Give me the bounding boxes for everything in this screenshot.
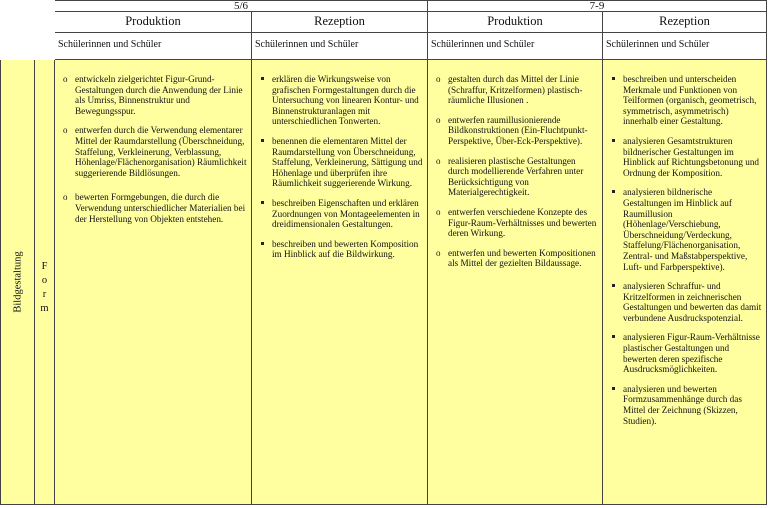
list-item: o entwerfen und bewerten Kompositionen als Mittel der gezielten Bildaussage. — [434, 248, 598, 269]
list-item: analysieren und bewerten Formzusammenhänge durch das Mittel der Zeichnung (Skizzen, Studien). — [609, 384, 762, 426]
list-item: beschreiben Eigenschaften und erklären Zuordnungen von Montageelementen in dreidimensionalen Gestaltungen. — [258, 198, 423, 230]
list-item: o bewerten Formgebungen, die durch die Verwendung unterschiedlicher Materialien bei der Herstellung von Objekten entstehen. — [61, 192, 247, 224]
competence-list — [428, 60, 602, 269]
competence-list — [252, 60, 427, 260]
corner-cell — [1, 1, 35, 12]
list-item: erklären die Wirkungsweise von grafischen Formgestaltungen durch die Untersuchung von linearen Kontur- und Binnenstrukturanlagen mit unterschiedlichen Tonwerten. — [258, 74, 423, 127]
competence-list — [603, 60, 766, 426]
column-header-produktion-5-6: Produktion — [55, 12, 252, 33]
row-sublabel-form — [35, 60, 55, 505]
column-header-produktion-7-9: Produktion — [428, 12, 603, 33]
list-item: o realisieren plastische Gestaltungen durch modellierende Verfahren unter Berücksichtigung von Materialgerechtigkeit. — [434, 156, 598, 198]
subheader-cell: Schülerinnen und Schüler — [603, 33, 767, 60]
corner-cell — [35, 12, 55, 33]
subheader-cell: Schülerinnen und Schüler — [55, 33, 252, 60]
corner-cell — [35, 1, 55, 12]
list-item: o entwerfen verschiedene Konzepte des Figur-Raum-Verhältnisses und bewerten deren Wirkung. — [434, 207, 598, 239]
list-item: o entwickeln zielgerichtet Figur-Grund-Gestaltungen durch die Anwendung der Linie als Umriss, Binnenstruktur und Bewegungsspur. — [61, 74, 247, 116]
competence-list — [55, 60, 251, 224]
cell-rezeption-5-6 — [252, 60, 428, 505]
list-item: beschreiben und unterscheiden Merkmale und Funktionen von Teilformen (organisch, geometrisch, symmetrisch, asymmetrisch) innerhalb einer Gestaltung. — [609, 74, 762, 127]
list-item: o gestalten durch das Mittel der Linie (Schraffur, Kritzelformen) plastisch-räumliche Illusionen . — [434, 74, 598, 106]
subheader-cell: Schülerinnen und Schüler — [428, 33, 603, 60]
list-item: o entwerfen raumillusionierende Bildkonstruktionen (Ein-Fluchtpunkt-Perspektive, Über-Eck-Perspektive). — [434, 115, 598, 147]
row-label-bildgestaltung — [1, 60, 35, 505]
grade-header-5-6: 5/6 — [55, 1, 428, 12]
corner-cell — [35, 33, 55, 60]
list-item: analysieren Gesamtstrukturen bildnerischer Gestaltungen im Hinblick auf Richtungsbetonung und Ordnung der Komposition. — [609, 136, 762, 178]
list-item: analysieren bildnerische Gestaltungen im Hinblick auf Raumillusion (Höhenlage/Verschiebung, Überschneidung/Verdeckung, Staffelung/Flächenorganisation, Zentral- und Maßstabperspektive, Luft- und Farbperspektive). — [609, 187, 762, 272]
row-label-text: Bildgestaltung — [12, 251, 23, 313]
corner-cell — [1, 12, 35, 33]
column-header-rezeption-5-6: Rezeption — [252, 12, 428, 33]
form-letter: o — [41, 275, 48, 286]
grade-header-7-9: 7-9 — [428, 1, 767, 12]
list-item: o entwerfen durch die Verwendung elementarer Mittel der Raumdarstellung (Überschneidung, Staffelung, Verkleinerung, Verblassung, Höhenlage/Flächenorganisation) Räumlichkeit suggerierende Bildlösungen. — [61, 125, 247, 178]
cell-produktion-7-9 — [428, 60, 603, 505]
list-item: benennen die elementaren Mittel der Raumdarstellung von Überschneidung, Staffelung, Verkleinerung, Sättigung und Höhenlage und überprüfen ihre Räumlichkeit suggerierende Wirkung. — [258, 136, 423, 189]
list-item: analysieren Figur-Raum-Verhältnisse plastischer Gestaltungen und bewerten deren spezifische Ausdrucksmöglichkeiten. — [609, 332, 762, 374]
column-header-rezeption-7-9: Rezeption — [603, 12, 767, 33]
cell-rezeption-7-9 — [603, 60, 767, 505]
cell-produktion-5-6 — [55, 60, 252, 505]
corner-cell — [1, 33, 35, 60]
subheader-cell: Schülerinnen und Schüler — [252, 33, 428, 60]
form-letter: r — [42, 289, 47, 300]
list-item: beschreiben und bewerten Komposition im Hinblick auf die Bildwirkung. — [258, 239, 423, 260]
form-letter: F — [41, 261, 48, 272]
form-letter: m — [40, 303, 49, 314]
list-item: analysieren Schraffur- und Kritzelformen in zeichnerischen Gestaltungen und bewerten das damit verbundene Ausdruckspotenzial. — [609, 281, 762, 323]
